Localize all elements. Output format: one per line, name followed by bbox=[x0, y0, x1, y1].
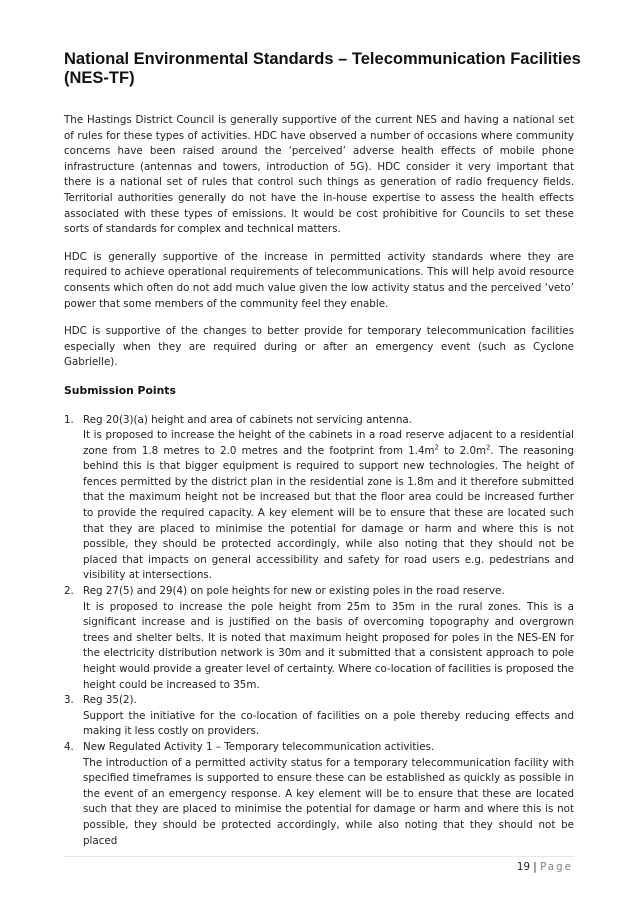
list-item-number: 3. bbox=[64, 694, 74, 707]
permitted-activity-paragraph: HDC is generally supportive of the increase in permitted activity standards where they are required to achieve operational requirements of telecommunications. This will help avoid resource consents which often do not add much value given the low activity status and the perceived ‘veto’ power that some members of the community feel they enable. bbox=[64, 250, 574, 310]
list-item bbox=[64, 413, 574, 585]
list-item-heading: Reg 27(5) and 29(4) on pole heights for new or existing poles in the road reserve. bbox=[83, 585, 505, 598]
list-item bbox=[64, 740, 574, 849]
page-number: 19 bbox=[516, 861, 531, 873]
list-item-number: 2. bbox=[64, 585, 74, 598]
temporary-facilities-paragraph: HDC is supportive of the changes to better provide for temporary telecommunication facilities especially when they are required during or after an emergency event (such as Cyclone Gabrielle). bbox=[64, 325, 574, 369]
text-run: . The reasoning behind this is that bigger equipment is required to support new technologies. The height of fences permitted by the district plan in the residential zone is 1.8m and it therefore submitted that the maximum height not be increased but that the floor area could be increased further to provide the required capacity. A key element will be to ensure that these are located such that they are placed to minimise the potential for damage or harm and where this is not possible, they should be protected accordingly, while also noting that they should not be placed that impacts on general accessibility and safety for road users e.g. pedestrians and visibility at intersections. bbox=[83, 444, 574, 582]
submission-points-list bbox=[64, 413, 574, 850]
superscript: 2 bbox=[486, 443, 491, 452]
list-item-text: It is proposed to increase the pole height from 25m to 35m in the rural zones. This is a significant increase and is justified on the basis of overcoming topography and overgrown trees and shelter belts. It is noted that maximum height proposed for poles in the NES-EN for the electricity distribution network is 30m and it submitted that a consistent approach to pole height would provide a greater level of certainty. Where co-location of facilities is proposed the height could be increased to 35m. bbox=[83, 600, 574, 691]
list-item-text: Support the initiative for the co-location of facilities on a pole thereby reducing effects and making it less costly on providers. bbox=[83, 709, 574, 738]
list-item-heading: New Regulated Activity 1 – Temporary telecommunication activities. bbox=[83, 740, 435, 753]
list-item-heading: Reg 35(2). bbox=[83, 694, 137, 707]
list-item-heading: Reg 20(3)(a) height and area of cabinets not servicing antenna. bbox=[83, 413, 412, 426]
footer-separator: | bbox=[533, 861, 537, 873]
text-run: It is proposed to increase the height of the cabinets in a road reserve adjacent to a residential zone from 1.8 metres to 2.0 metres and the footprint from 1.4m bbox=[83, 429, 574, 457]
list-item bbox=[64, 584, 574, 693]
superscript: 2 bbox=[434, 443, 439, 452]
intro-paragraph: The Hastings District Council is generally supportive of the current NES and having a national set of rules for these types of activities. HDC have observed a number of occasions where community concerns have been raised around the ‘perceived’ adverse health effects of mobile phone infrastructure (antennas and towers, introduction of 5G). HDC consider it very important that there is a national set of rules that control such things as generation of radio frequency fields. Territorial authorities generally do not have the in-house expertise to assess the health effects associated with these types of emissions. It would be cost prohibitive for Councils to set these sorts of standards for complex and technical matters. bbox=[64, 114, 574, 236]
list-item-text bbox=[83, 428, 574, 584]
footer-divider bbox=[64, 856, 574, 857]
list-item-text: The introduction of a permitted activity status for a temporary telecommunication facility with specified timeframes is supported to ensure these can be established as quickly as possible in the event of an emergency response. A key element will be to ensure that these are located such that they are placed to minimise the potential for damage or harm and where this is not possible, they should be protected accordingly, while also noting that they should not be placed bbox=[83, 756, 574, 847]
page-title: National Environmental Standards – Telecommunication Facilities (NES-TF) bbox=[64, 50, 581, 87]
page-label: Page bbox=[540, 861, 573, 873]
list-item-number: 4. bbox=[64, 740, 74, 753]
submission-points-heading: Submission Points bbox=[64, 383, 176, 397]
list-item-number: 1. bbox=[64, 413, 74, 426]
document-body bbox=[64, 113, 574, 849]
page-footer bbox=[517, 861, 573, 873]
text-run: to 2.0m bbox=[439, 444, 487, 457]
list-item bbox=[64, 693, 574, 740]
